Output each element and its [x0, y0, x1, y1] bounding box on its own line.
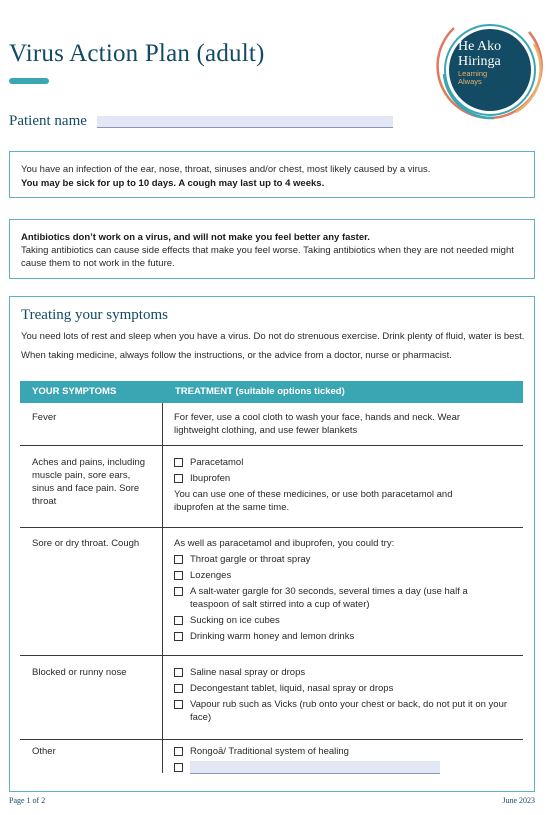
symptom-cell: Aches and pains, including muscle pain, sore ears, sinus and face pain. Sore throat: [32, 457, 146, 507]
checkbox-option[interactable]: [174, 614, 509, 627]
symptom-cell: Other: [32, 746, 56, 757]
page-title: Virus Action Plan (adult): [9, 40, 265, 67]
col-treatment-header: TREATMENT (suitable options ticked): [175, 386, 345, 397]
option-label: Lozenges: [190, 570, 232, 581]
info-line-1: You have an infection of the ear, nose, throat, sinuses and/or chest, most likely caused by a virus.: [21, 164, 431, 175]
treating-title: Treating your symptoms: [21, 307, 168, 323]
option-label: Saline nasal spray or drops: [190, 667, 306, 678]
other-treatment-field[interactable]: [190, 761, 440, 774]
treatment-note: For fever, use a cool cloth to wash your face, hands and neck. Wear lightweight clothing, and use fewer blankets: [174, 412, 461, 436]
logo-line-4: Always: [458, 77, 482, 86]
patient-name-field[interactable]: [97, 116, 393, 128]
checkbox-option[interactable]: [174, 761, 519, 774]
checkbox-option[interactable]: [174, 569, 509, 582]
checkbox-option[interactable]: [174, 698, 509, 724]
checkbox-icon[interactable]: [174, 571, 183, 580]
option-label: Decongestant tablet, liquid, nasal spray or drops: [190, 683, 394, 694]
checkbox-icon[interactable]: [174, 684, 183, 693]
treating-para-2: When taking medicine, always follow the instructions, or the advice from a doctor, nurse or pharmacist.: [21, 350, 452, 361]
logo-line-2: Hiringa: [458, 54, 501, 69]
checkbox-option[interactable]: [174, 745, 519, 758]
option-label: Vapour rub such as Vicks (rub onto your chest or back, do not put it on your face): [190, 699, 508, 723]
option-label: Rongoā/ Traditional system of healing: [190, 746, 349, 757]
symptom-cell: Fever: [32, 412, 57, 423]
option-label: Sucking on ice cubes: [190, 615, 280, 626]
checkbox-option[interactable]: [174, 472, 484, 485]
checkbox-option[interactable]: [174, 456, 484, 469]
column-divider: [162, 403, 163, 773]
antibiotics-box: [9, 219, 535, 279]
checkbox-icon[interactable]: [174, 474, 183, 483]
row-divider: [20, 445, 523, 446]
treatment-note: You can use one of these medicines, or use both paracetamol and ibuprofen at the same time.: [174, 489, 453, 513]
option-label: Ibuprofen: [190, 473, 231, 484]
page-number: Page 1 of 2: [9, 796, 46, 805]
checkbox-icon[interactable]: [174, 668, 183, 677]
title-underline-bar: [9, 78, 49, 84]
treating-para-1: You need lots of rest and sleep when you have a virus. Do not do strenuous exercise. Drink plenty of fluid, water is best.: [21, 331, 525, 342]
checkbox-icon[interactable]: [174, 632, 183, 641]
checkbox-icon[interactable]: [174, 555, 183, 564]
logo-text: [458, 39, 528, 86]
checkbox-option[interactable]: [174, 630, 509, 643]
logo-line-1: He Ako: [458, 39, 502, 54]
option-label: Paracetamol: [190, 457, 244, 468]
antibiotics-line-1: Antibiotics don’t work on a virus, and will not make you feel better any faster.: [21, 232, 370, 243]
treatment-intro: As well as paracetamol and ibuprofen, you could try:: [174, 538, 395, 549]
row-divider: [20, 739, 523, 740]
checkbox-option[interactable]: [174, 585, 509, 611]
checkbox-icon[interactable]: [174, 616, 183, 625]
symptom-cell: Sore or dry throat. Cough: [32, 538, 140, 549]
patient-name-label: Patient name: [9, 113, 87, 129]
symptom-cell: Blocked or runny nose: [32, 667, 127, 678]
document-date: June 2023: [502, 796, 535, 805]
info-box: [9, 151, 535, 198]
col-symptoms-header: YOUR SYMPTOMS: [32, 386, 117, 397]
checkbox-icon[interactable]: [174, 700, 183, 709]
table-header: [20, 381, 523, 403]
treating-section: [9, 296, 535, 792]
checkbox-icon[interactable]: [174, 458, 183, 467]
antibiotics-line-2: Taking antibiotics can cause side effects that make you feel worse. Taking antibiotics when they are not needed might cause them to not work in the future.: [21, 245, 514, 269]
checkbox-option[interactable]: [174, 666, 509, 679]
checkbox-icon[interactable]: [174, 587, 183, 596]
info-line-2: You may be sick for up to 10 days. A cough may last up to 4 weeks.: [21, 178, 325, 189]
checkbox-option[interactable]: [174, 682, 509, 695]
option-label: Throat gargle or throat spray: [190, 554, 311, 565]
option-label: A salt-water gargle for 30 seconds, several times a day (use half a teaspoon of salt stirred into a cup of water): [190, 586, 468, 610]
logo-line-3: Learning: [458, 69, 488, 78]
row-divider: [20, 655, 523, 656]
checkbox-icon[interactable]: [174, 763, 183, 772]
checkbox-option[interactable]: [174, 553, 509, 566]
row-divider: [20, 527, 523, 528]
option-label: Drinking warm honey and lemon drinks: [190, 631, 355, 642]
checkbox-icon[interactable]: [174, 747, 183, 756]
